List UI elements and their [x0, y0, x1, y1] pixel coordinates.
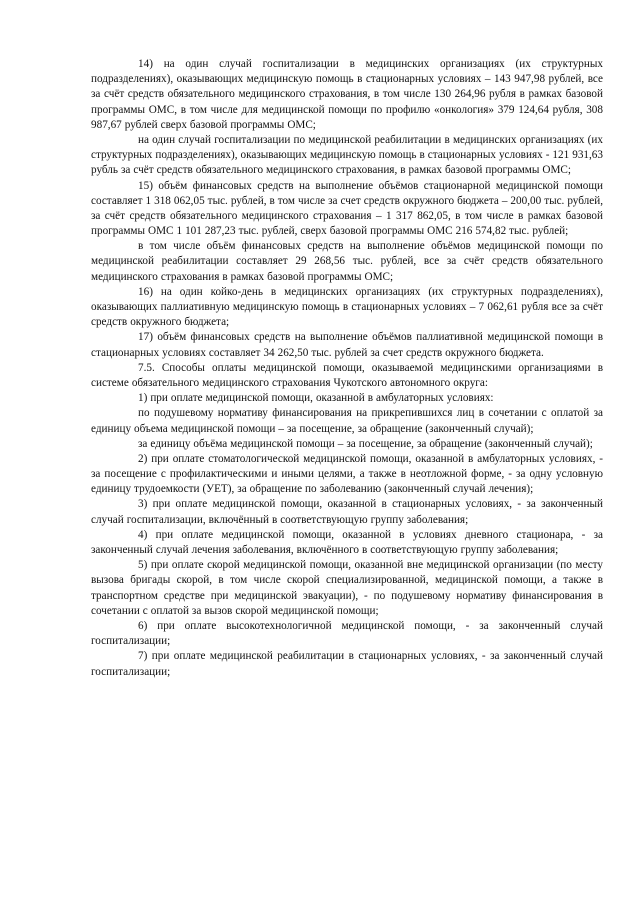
paragraph-per-capita-standard: по подушевому нормативу финансирования на прикрепившихся лиц в сочетании с оплатой за единицу объема медицинской помощи – за посещение, за обращение (законченный случай); [91, 407, 603, 435]
paragraph-item-15-inpatient-funding: 15) объём финансовых средств на выполнение объёмов стационарной медицинской помощи составляет 1 318 062,05 тыс. рублей, в том числе за счет средств окружного бюджета – 200,00 тыс. рублей, за счёт средств обязательного медицинского страхования – 1 317 862,05, в том числе в рамках базовой программы ОМС 1 101 287,23 тыс. рублей, сверх базовой программы ОМС 216 574,82 тыс. рублей; [91, 179, 603, 238]
paragraph-payment-outpatient: 1) при оплате медицинской помощи, оказанной в амбулаторных условиях: [138, 392, 494, 405]
paragraph-rehabilitation-hospitalization-cost: на один случай госпитализации по медицинской реабилитации в медицинских организациях (их структурных подразделениях), оказывающих медицинскую помощь в стационарных условиях - 121 931,63 рубль за счёт средств обязательного медицинского страхования, в рамках базовой программы ОМС; [91, 133, 603, 177]
paragraph-unit-of-volume: за единицу объёма медицинской помощи – за посещение, за обращение (законченный случай); [138, 437, 593, 450]
paragraph-payment-day-hospital: 4) при оплате медицинской помощи, оказанной в условиях дневного стационара, - за законченный случай лечения заболевания, включённого в соответствующую группу заболевания; [91, 528, 603, 556]
paragraph-item-16-palliative-bed-day: 16) на один койко-день в медицинских организациях (их структурных подразделениях), оказывающих паллиативную медицинскую помощь в стационарных условиях – 7 062,61 рубля все за счёт средств окружного бюджета; [91, 285, 603, 329]
paragraph-payment-dental: 2) при оплате стоматологической медицинской помощи, оказанной в амбулаторных условиях, - за посещение с профилактическими и иными целями, а также в неотложной форме, - за одну условную единицу трудоемкости (УЕТ), за обращение по заболеванию (законченный случай лечения); [91, 452, 603, 496]
paragraph-payment-inpatient: 3) при оплате медицинской помощи, оказанной в стационарных условиях, - за законченный случай госпитализации, включённый в соответствующую группу заболевания; [91, 498, 603, 526]
paragraph-rehabilitation-funding: в том числе объём финансовых средств на выполнение объёмов медицинской помощи по медицинской реабилитации составляет 29 268,56 тыс. рублей, все за счёт средств обязательного медицинского страхования в рамках базовой программы ОМС; [91, 240, 603, 283]
paragraph-payment-rehabilitation: 7) при оплате медицинской реабилитации в стационарных условиях, - за законченный случай госпитализации; [91, 650, 603, 678]
paragraph-item-14-hospitalization-cost: 14) на один случай госпитализации в медицинских организациях (их структурных подразделениях), оказывающих медицинскую помощь в стационарных условиях – 143 947,98 рублей, все за счёт средств обязательного медицинского страхования, в том числе 130 264,96 рубля в рамках базовой программы ОМС, в том числе для медицинской помощи по профилю «онкология» 379 124,64 рубля, 308 987,67 рублей сверх базовой программы ОМС; [91, 58, 603, 131]
paragraph-payment-high-tech: 6) при оплате высокотехнологичной медицинской помощи, - за законченный случай госпитализации; [91, 619, 603, 648]
paragraph-section-7-5-heading: 7.5. Способы оплаты медицинской помощи, оказываемой медицинскими организациями в системе обязательного медицинского страхования Чукотского автономного округа: [91, 361, 603, 389]
paragraph-payment-emergency: 5) при оплате скорой медицинской помощи, оказанной вне медицинской организации (по месту вызова бригады скорой, в том числе скорой специализированной, медицинской помощи, а также в транспортном средстве при медицинской эвакуации), - по подушевому нормативу финансирования в сочетании с оплатой за вызов скорой медицинской помощи; [91, 559, 603, 617]
paragraph-item-17-palliative-funding: 17) объём финансовых средств на выполнение объёмов паллиативной медицинской помощи в стационарных условиях составляет 34 262,50 тыс. рублей за счет средств окружного бюджета. [91, 331, 603, 359]
